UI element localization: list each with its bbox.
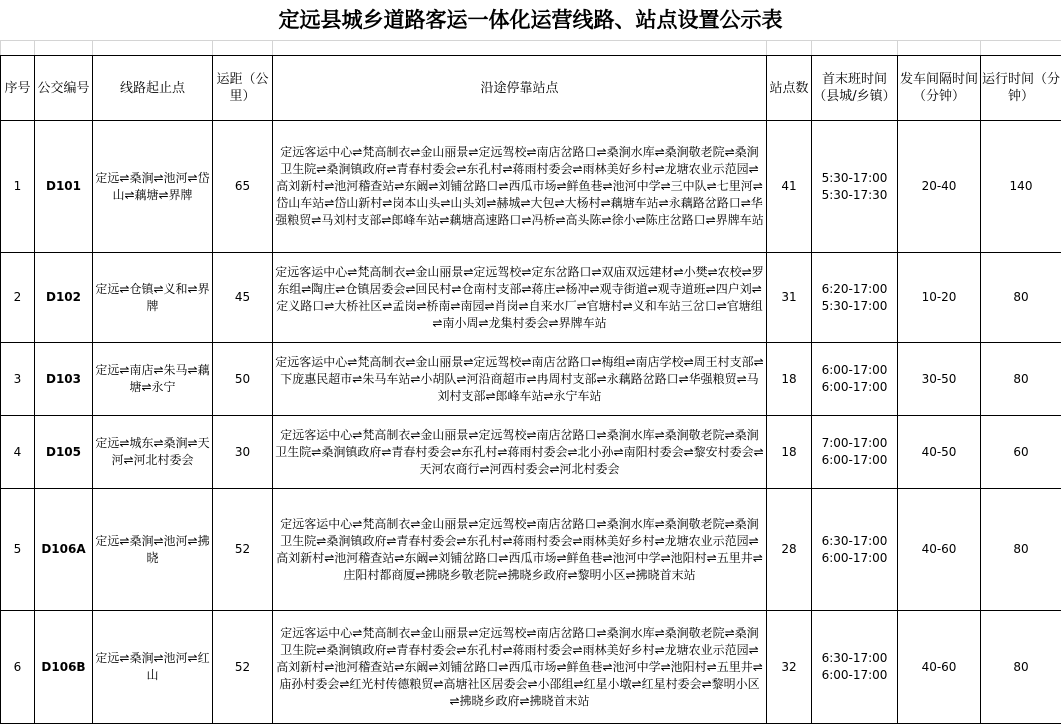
header-stop-count: 站点数: [767, 56, 812, 121]
row-interval: 40-50: [898, 416, 981, 489]
table-row: [1, 416, 1061, 489]
row-time-town: 6:00-17:00: [821, 550, 888, 565]
row-distance: 50: [213, 343, 273, 416]
row-times: [812, 416, 898, 489]
row-distance: 52: [213, 611, 273, 724]
route-table: [0, 40, 1061, 724]
row-duration: 80: [981, 343, 1061, 416]
row-time-county: 6:30-17:00: [821, 533, 888, 548]
row-stop-count: 28: [767, 489, 812, 611]
row-stop-count: 32: [767, 611, 812, 724]
row-interval: 10-20: [898, 253, 981, 343]
row-code: D105: [35, 416, 93, 489]
row-code: D106A: [35, 489, 93, 611]
header-stops: 沿途停靠站点: [273, 56, 767, 121]
row-code: D102: [35, 253, 93, 343]
header-row: [1, 56, 1061, 121]
row-duration: 80: [981, 253, 1061, 343]
row-route: 定远⇌仓镇⇌义和⇌界牌: [93, 253, 213, 343]
row-times: [812, 253, 898, 343]
row-seq: 6: [1, 611, 35, 724]
row-distance: 30: [213, 416, 273, 489]
header-code: 公交编号: [35, 56, 93, 121]
row-times: [812, 121, 898, 253]
row-code: D101: [35, 121, 93, 253]
row-stops: 定远客运中心⇌梵高制衣⇌金山丽景⇌定远驾校⇌南店岔路口⇌桑涧水库⇌桑涧敬老院⇌桑涧卫生院⇌桑涧镇政府⇌青春村委会⇌东孔村⇌蒋雨村委会⇌雨林美好乡村⇌龙塘农业示范园⇌高刘新村⇌池河稽查站⇌东阚⇌刘铺岔路口⇌西瓜市场⇌鲜鱼巷⇌池河中学⇌池阳村⇌五里井⇌庙孙村委会⇌红光村传德粮贸⇌高塘社区居委会⇌小邵组⇌红星小墩⇌红星村委会⇌黎明小区⇌拂晓乡政府⇌拂晓首末站: [273, 611, 767, 724]
row-seq: 2: [1, 253, 35, 343]
row-seq: 5: [1, 489, 35, 611]
row-route: 定远⇌桑涧⇌池河⇌岱山⇌藕塘⇌界牌: [93, 121, 213, 253]
row-times: [812, 489, 898, 611]
header-duration: 运行时间（分钟）: [981, 56, 1061, 121]
row-time-town: 6:00-17:00: [821, 668, 888, 682]
header-route: 线路起止点: [93, 56, 213, 121]
row-seq: 1: [1, 121, 35, 253]
row-time-county: 6:30-17:00: [821, 651, 888, 665]
header-distance: 运距（公里）: [213, 56, 273, 121]
table-row: [1, 611, 1061, 724]
row-time-town: 5:30-17:00: [821, 298, 888, 313]
row-times: [812, 611, 898, 724]
row-time-town: 5:30-17:30: [821, 187, 888, 202]
row-route: 定远⇌桑涧⇌池河⇌红山: [93, 611, 213, 724]
row-duration: 80: [981, 489, 1061, 611]
row-stops: 定远客运中心⇌梵高制衣⇌金山丽景⇌定远驾校⇌南店岔路口⇌桑涧水库⇌桑涧敬老院⇌桑涧卫生院⇌桑涧镇政府⇌青春村委会⇌东孔村⇌蒋雨村委会⇌雨林美好乡村⇌龙塘农业示范园⇌高刘新村⇌池河稽查站⇌东阚⇌刘铺岔路口⇌西瓜市场⇌鲜鱼巷⇌池河中学⇌三中队⇌七里河⇌岱山车站⇌岱山新村⇌岗本山头⇌山头刘⇌赫城⇌大包⇌大杨村⇌藕塘车站⇌永藕路岔路口⇌华强粮贸⇌马刘村支部⇌郎峰车站⇌藕塘高速路口⇌冯桥⇌高头陈⇌徐小⇌陈庄岔路口⇌界牌车站: [273, 121, 767, 253]
row-duration: 140: [981, 121, 1061, 253]
table-row: [1, 489, 1061, 611]
row-time-town: 6:00-17:00: [821, 453, 888, 467]
row-interval: 40-60: [898, 489, 981, 611]
row-time-county: 5:30-17:00: [821, 170, 888, 185]
row-duration: 80: [981, 611, 1061, 724]
page-title: 定远县城乡道路客运一体化运营线路、站点设置公示表: [0, 0, 1061, 41]
row-distance: 45: [213, 253, 273, 343]
row-interval: 40-60: [898, 611, 981, 724]
header-seq: 序号: [1, 56, 35, 121]
row-route: 定远⇌南店⇌朱马⇌藕塘⇌永宁: [93, 343, 213, 416]
row-stops: 定远客运中心⇌梵高制衣⇌金山丽景⇌定远驾校⇌南店岔路口⇌梅组⇌南店学校⇌周王村支部⇌下庞惠民超市⇌朱马车站⇌小胡队⇌河沿商超市⇌冉周村支部⇌永藕路岔路口⇌华强粮贸⇌马刘村支部⇌郎峰车站⇌永宁车站: [273, 343, 767, 416]
row-stop-count: 18: [767, 416, 812, 489]
table-row: [1, 253, 1061, 343]
row-interval: 30-50: [898, 343, 981, 416]
row-stops: 定远客运中心⇌梵高制衣⇌金山丽景⇌定远驾校⇌南店岔路口⇌桑涧水库⇌桑涧敬老院⇌桑涧卫生院⇌桑涧镇政府⇌青春村委会⇌东孔村⇌蒋雨村委会⇌雨林美好乡村⇌龙塘农业示范园⇌高刘新村⇌池河稽查站⇌东阚⇌刘铺岔路口⇌西瓜市场⇌鲜鱼巷⇌池河中学⇌池阳村⇌五里井⇌庄阳村都商厦⇌拂晓乡敬老院⇌拂晓乡政府⇌黎明小区⇌拂晓首末站: [273, 489, 767, 611]
row-stop-count: 18: [767, 343, 812, 416]
header-interval: 发车间隔时间（分钟）: [898, 56, 981, 121]
row-time-county: 6:20-17:00: [821, 281, 888, 296]
row-code: D106B: [35, 611, 93, 724]
row-times: [812, 343, 898, 416]
row-seq: 3: [1, 343, 35, 416]
row-stop-count: 41: [767, 121, 812, 253]
row-time-county: 7:00-17:00: [821, 436, 888, 450]
row-seq: 4: [1, 416, 35, 489]
row-code: D103: [35, 343, 93, 416]
row-time-town: 6:00-17:00: [821, 380, 888, 394]
row-distance: 52: [213, 489, 273, 611]
header-times: 首末班时间（县城/乡镇）: [812, 56, 898, 121]
row-distance: 65: [213, 121, 273, 253]
row-stops: 定远客运中心⇌梵高制衣⇌金山丽景⇌定远驾校⇌南店岔路口⇌桑涧水库⇌桑涧敬老院⇌桑涧卫生院⇌桑涧镇政府⇌青春村委会⇌东孔村⇌蒋雨村委会⇌北小孙⇌南阳村委会⇌黎安村委会⇌天河农商行⇌河西村委会⇌河北村委会: [273, 416, 767, 489]
row-route: 定远⇌城东⇌桑涧⇌天河⇌河北村委会: [93, 416, 213, 489]
row-stop-count: 31: [767, 253, 812, 343]
row-stops: 定远客运中心⇌梵高制衣⇌金山丽景⇌定远驾校⇌定东岔路口⇌双庙双远建材⇌小樊⇌农校⇌罗东组⇌陶庄⇌仓镇居委会⇌回民村⇌仓南村支部⇌蒋庄⇌杨冲⇌观寺街道⇌观寺道班⇌四户刘⇌定义路口⇌大桥社区⇌孟岗⇌桥南⇌南园⇌肖岗⇌自来水厂⇌官塘村⇌义和车站三岔口⇌官塘组⇌南小周⇌龙集村委会⇌界牌车站: [273, 253, 767, 343]
row-time-county: 6:00-17:00: [821, 363, 888, 377]
row-route: 定远⇌桑涧⇌池河⇌拂晓: [93, 489, 213, 611]
row-interval: 20-40: [898, 121, 981, 253]
table-row: [1, 343, 1061, 416]
row-duration: 60: [981, 416, 1061, 489]
table-row: [1, 121, 1061, 253]
